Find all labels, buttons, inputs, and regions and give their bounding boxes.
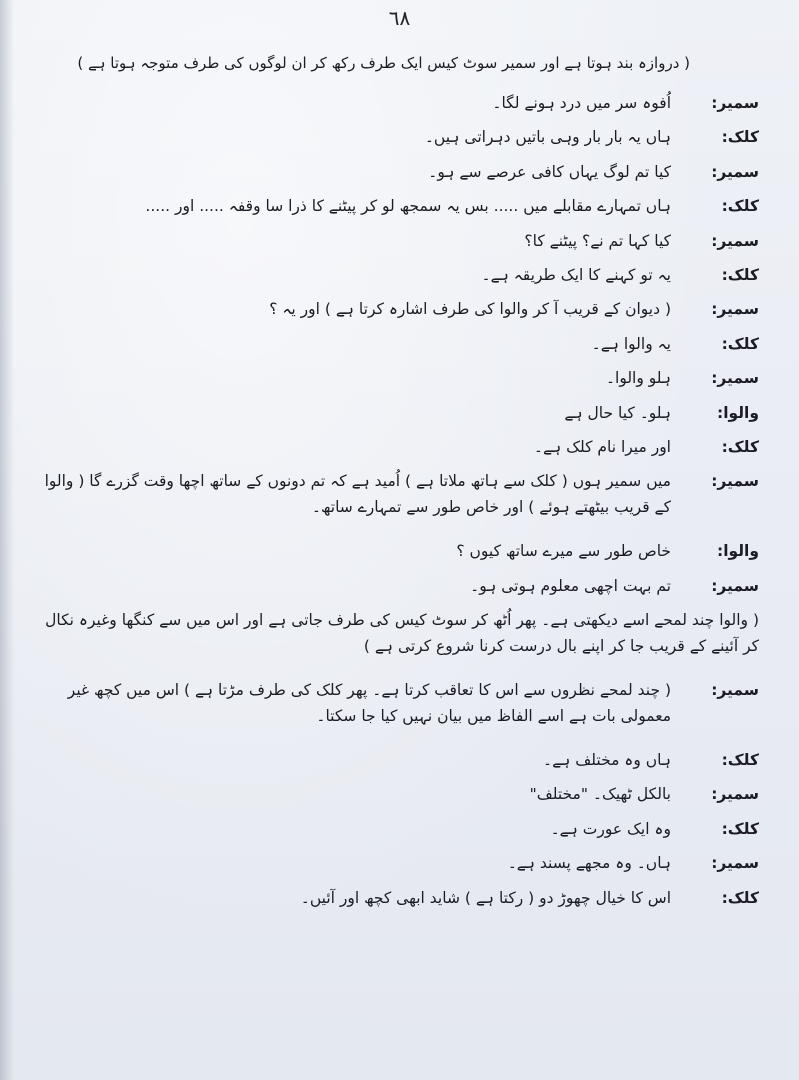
dialogue-line [39,400,759,434]
dialogue-line [39,228,759,262]
dialogue-text: ہاں وہ مختلف ہے۔ [543,751,671,770]
dialogue-text: میں سمیر ہوں ( کلک سے ہاتھ ملاتا ہے ) اُمید ہے کہ تم دونوں کے ساتھ اچھا وقت گزرے گا ( والوا کے قریب بیٹھتے ہوئے ) اور خاص طور سے تمہارے ساتھ۔ [44,472,671,517]
speaker-name: سمیر: [711,369,759,388]
dialogue-text: اُفوہ سر میں درد ہونے لگا۔ [492,94,671,112]
dialogue-line [39,262,759,296]
dialogue-text: تم بہت اچھی معلوم ہوتی ہو۔ [470,576,671,595]
dialogue-text: وہ ایک عورت ہے۔ [550,819,671,838]
speaker-name: والوا: [717,403,759,422]
binding-edge-shadow [0,0,14,1080]
dialogue-text: اور میرا نام کلک ہے۔ [533,437,671,456]
dialogue-line [39,850,759,884]
dialogue-line [39,747,759,781]
dialogue-text: بالکل ٹھیک۔ "مختلف" [529,785,671,804]
dialogue-text: یہ تو کہنے کا ایک طریقہ ہے۔ [481,265,671,284]
dialogue-text: اس کا خیال چھوڑ دو ( رکتا ہے ) شاید ابھی کچھ اور آئیں۔ [300,888,671,907]
speaker-name: سمیر: [711,94,759,112]
speaker-name: کلک: [721,888,759,907]
speaker-name: کلک: [721,128,759,147]
dialogue-text: کیا تم لوگ یہاں کافی عرصے سے ہو۔ [428,162,671,181]
dialogue-text: ہلو۔ کیا حال ہے [564,403,671,422]
speaker-name: سمیر: [711,576,759,595]
dialogue-line [39,885,759,919]
page-number: ٦٨ [388,6,411,30]
dialogue-line [39,468,759,538]
opening-stage-direction: ( دروازہ بند ہوتا ہے اور سمیر سوٹ کیس ایک طرف رکھ کر ان لوگوں کی طرف متوجہ ہوتا ہے ) [77,54,690,72]
dialogue-line [39,296,759,330]
stage-direction-text: ( والوا چند لمحے اسے دیکھتی ہے۔ پھر اُٹھ کر سوٹ کیس کی طرف جاتی ہے اور اس میں سے کنگھا وغیرہ نکال کر آئینے کے قریب جا کر اپنے بال درست کرنا شروع کرتی ہے ) [45,611,759,656]
speaker-name: کلک: [721,751,759,770]
stage-direction-line [39,607,759,677]
speaker-name: کلک: [721,265,759,284]
speaker-name: کلک: [721,334,759,353]
dialogue-line [39,781,759,815]
dialogue-text: ہاں یہ بار بار وہی باتیں دہراتی ہیں۔ [424,128,671,147]
dialogue-text: خاص طور سے میرے ساتھ کیوں ؟ [456,542,671,561]
speaker-name: سمیر: [711,681,759,700]
dialogue-text: ( دیوان کے قریب آ کر والوا کی طرف اشارہ کرتا ہے ) اور یہ ؟ [269,300,671,319]
dialogue-line [39,193,759,227]
speaker-name: کلک: [721,197,759,216]
dialogue-line [39,538,759,572]
dialogue-line [39,331,759,365]
dialogue-text: ( چند لمحے نظروں سے اس کا تعاقب کرتا ہے۔ پھر کلک کی طرف مڑتا ہے ) اس میں کچھ غیر معمولی بات ہے اسے الفاظ میں بیان نہیں کیا جا سکتا۔ [67,681,671,726]
dialogue-line [39,816,759,850]
speaker-name: سمیر: [711,472,759,491]
dialogue-text: ہاں تمہارے مقابلے میں ..... بس یہ سمجھ لو کر پیٹنے کا ذرا سا وقفہ ..... اور ..... [145,197,671,216]
speaker-name: سمیر: [711,854,759,873]
dialogue-line [39,124,759,158]
speaker-name: سمیر: [711,300,759,319]
dialogue-line [39,573,759,607]
dialogue-text: یہ والوا ہے۔ [591,334,671,353]
dialogue-block [39,90,759,919]
dialogue-line [39,365,759,399]
speaker-name: سمیر: [711,231,759,250]
dialogue-line [39,159,759,193]
speaker-name: سمیر: [711,785,759,804]
dialogue-line [39,434,759,468]
dialogue-line [39,677,759,747]
dialogue-text: ہلو والوا۔ [605,369,671,388]
speaker-name: کلک: [721,819,759,838]
speaker-name: سمیر: [711,162,759,181]
speaker-name: کلک: [721,437,759,456]
dialogue-line [39,90,759,124]
dialogue-text: ہاں۔ وہ مجھے پسند ہے۔ [507,854,671,873]
dialogue-text: کیا کہا تم نے؟ پیٹنے کا؟ [524,231,671,250]
speaker-name: والوا: [717,542,759,561]
